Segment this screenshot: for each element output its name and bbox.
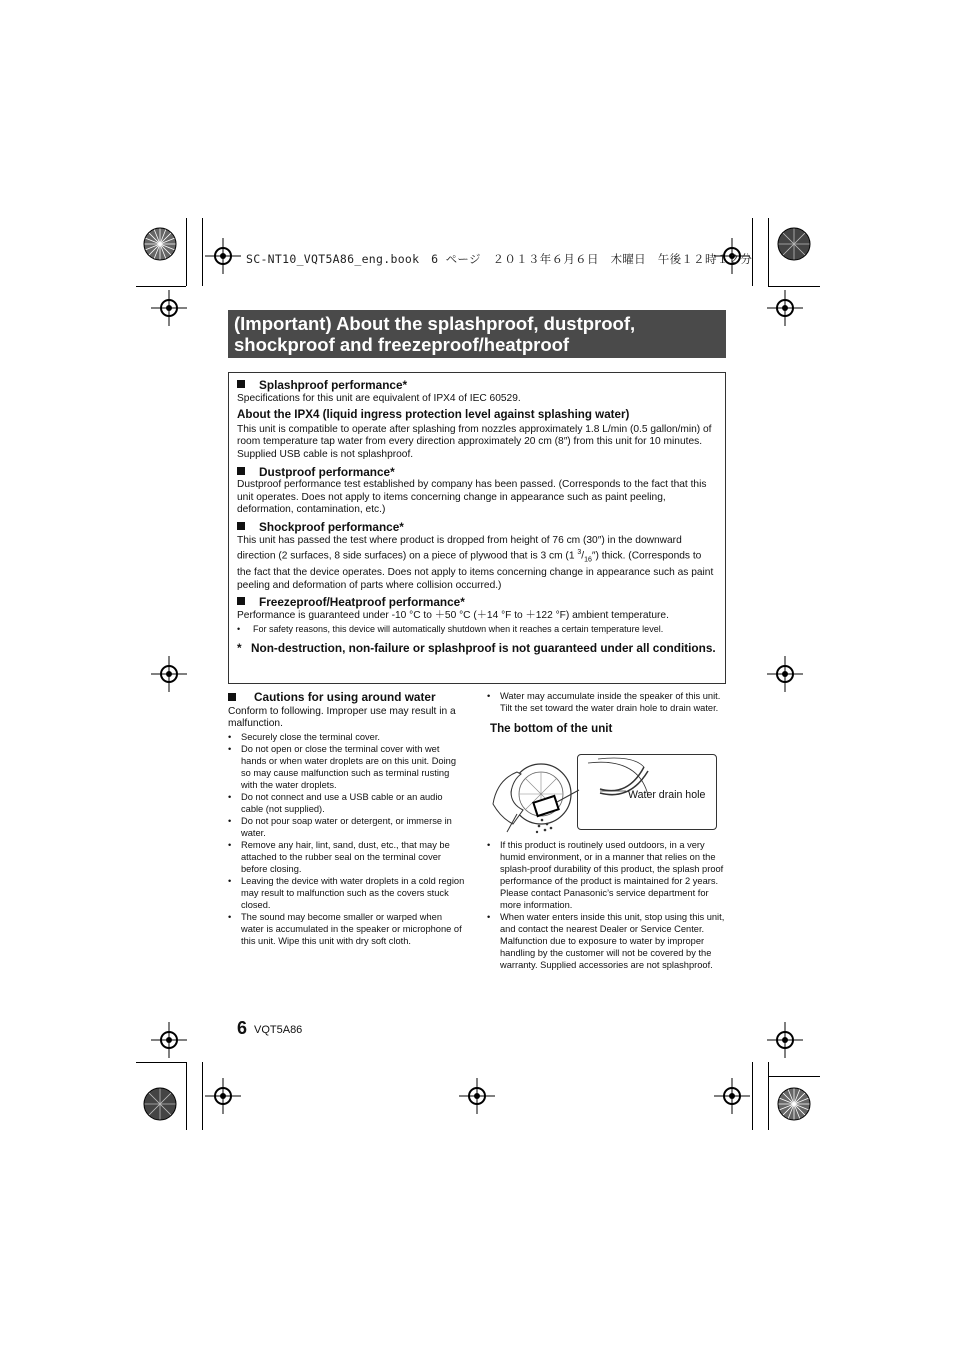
list-item: • Do not connect and use a USB cable or an audio cable (not supplied). bbox=[228, 791, 466, 815]
shockproof-body: This unit has passed the test where product is dropped from height of 76 cm (30″) in the downward direction (2 surfaces, 8 side surfaces) on a piece of plywood that is 3 cm (1 $^3/_{16}''$) thick. (Corresponds to the fact that the device operates. Does not apply to items concerning change in appearance such as paint peeling and deformation of parts where collision occurred.) bbox=[237, 534, 714, 591]
square-bullet-icon bbox=[228, 693, 236, 701]
starburst-target-icon bbox=[142, 1086, 178, 1122]
list-item: • Do not pour soap water or detergent, or immerse in water. bbox=[228, 815, 466, 839]
starburst-target-icon bbox=[776, 226, 812, 262]
square-bullet-icon bbox=[237, 380, 245, 388]
print-header: SC-NT10_VQT5A86_eng.book 6 ページ ２０１３年６月６日 木曜日 午後１２時１２分 bbox=[246, 252, 753, 266]
page-title-line2: shockproof and freezeproof/heatproof bbox=[234, 334, 570, 355]
starburst-target-icon bbox=[776, 1086, 812, 1122]
registration-mark-icon bbox=[151, 656, 187, 692]
list-item: • Leaving the device with water droplets in a cold region may result to malfunction such as the covers stuck closed. bbox=[228, 875, 466, 911]
splashproof-heading: Splashproof performance* bbox=[237, 379, 717, 392]
crop-mark bbox=[202, 1062, 203, 1130]
crop-mark bbox=[768, 1076, 820, 1077]
crop-mark bbox=[768, 218, 769, 286]
starburst-target-icon bbox=[142, 226, 178, 262]
splashproof-spec: Specifications for this unit are equivalent of IPX4 of IEC 60529. bbox=[237, 392, 521, 404]
registration-mark-icon bbox=[767, 1022, 803, 1058]
list-item: • Do not open or close the terminal cover with wet hands or when water droplets are on this unit. Doing so may cause malfunction such as terminal rusting with the water droplets. bbox=[228, 743, 466, 791]
registration-mark-icon bbox=[151, 1022, 187, 1058]
list-item: • When water enters inside this unit, stop using this unit, and contact the nearest Dealer or Service Center. Malfunction due to exposure to water by improper handling by the customer will not be covered by the warranty. Supplied accessories are not splashproof. bbox=[487, 911, 727, 971]
crop-mark bbox=[768, 286, 820, 287]
crop-mark bbox=[186, 1062, 187, 1130]
splashproof-body: This unit is compatible to operate after splashing from nozzles approximately 1.8 L/min (0.5 gallon/min) of room temperature tap water from every direction approximately 20 cm (8″) from this unit for 10 minutes. Supplied USB cable is not splashproof. bbox=[237, 423, 712, 460]
page-title-line1: (Important) About the splashproof, dustproof, bbox=[234, 313, 636, 334]
freezeproof-bullet: • For safety reasons, this device will automatically shutdown when it reaches a certain temperature level. bbox=[237, 624, 717, 635]
registration-mark-icon bbox=[767, 290, 803, 326]
registration-mark-icon bbox=[151, 290, 187, 326]
crop-mark bbox=[202, 218, 203, 286]
crop-mark bbox=[186, 218, 187, 286]
square-bullet-icon bbox=[237, 597, 245, 605]
page-title bbox=[228, 310, 726, 358]
square-bullet-icon bbox=[237, 467, 245, 475]
page-number: 6 bbox=[237, 1018, 248, 1038]
crop-mark bbox=[768, 1062, 769, 1130]
registration-mark-icon bbox=[459, 1078, 495, 1114]
registration-mark-icon bbox=[205, 1078, 241, 1114]
crop-mark bbox=[136, 1062, 186, 1063]
list-item: • The sound may become smaller or warped when water is accumulated in the speaker or microphone of this unit. Wipe this unit with dry soft cloth. bbox=[228, 911, 466, 947]
asterisk-note: * Non-destruction, non-failure or splashproof is not guaranteed under all conditions. bbox=[237, 640, 716, 655]
freezeproof-heading: Freezeproof/Heatproof performance* bbox=[237, 596, 717, 609]
document-code: VQT5A86 bbox=[254, 1024, 303, 1036]
registration-mark-icon bbox=[205, 238, 241, 274]
registration-mark-icon bbox=[767, 656, 803, 692]
crop-mark bbox=[752, 1062, 753, 1130]
list-item: • Securely close the terminal cover. bbox=[228, 731, 466, 743]
list-item: • If this product is routinely used outdoors, in a very humid environment, or in a manner that relies on the splash-proof durability of this product, the splash proof performance of the product is maintained for 2 years. Please contact Panasonic’s service department for more information. bbox=[487, 839, 727, 911]
bottom-of-unit-heading: The bottom of the unit bbox=[490, 722, 613, 735]
drain-hole-callout bbox=[577, 754, 717, 830]
freezeproof-body: Performance is guaranteed under -10 °C to ＋50 °C (＋14 °F to ＋122 °F) ambient temperature. bbox=[237, 609, 669, 621]
shockproof-heading: Shockproof performance* bbox=[237, 521, 717, 534]
square-bullet-icon bbox=[237, 522, 245, 530]
cautions-intro: Conform to following. Improper use may result in a malfunction. bbox=[228, 706, 456, 729]
cautions-section bbox=[228, 690, 466, 947]
list-item: • Water may accumulate inside the speaker of this unit. Tilt the set toward the water drain hole to drain water. bbox=[487, 690, 725, 714]
ipx4-subheading: About the IPX4 (liquid ingress protection level against splashing water) bbox=[237, 408, 630, 422]
crop-mark bbox=[136, 286, 186, 287]
right-column-top bbox=[487, 690, 725, 735]
list-item: • Remove any hair, lint, sand, dust, etc., that may be attached to the rubber seal on the terminal cover before closing. bbox=[228, 839, 466, 875]
registration-mark-icon bbox=[714, 1078, 750, 1114]
performance-box bbox=[228, 372, 726, 684]
right-column-bottom bbox=[487, 839, 727, 971]
dustproof-body: Dustproof performance test established by company has been passed. (Corresponds to the fact that this unit operates. Does not apply to items concerning change in appearance such as paint peeling, deformation, contamination, etc.) bbox=[237, 479, 707, 516]
water-drain-hole-label: Water drain hole bbox=[628, 789, 706, 801]
cautions-heading: Cautions for using around water bbox=[228, 690, 466, 704]
dustproof-heading: Dustproof performance* bbox=[237, 466, 717, 479]
